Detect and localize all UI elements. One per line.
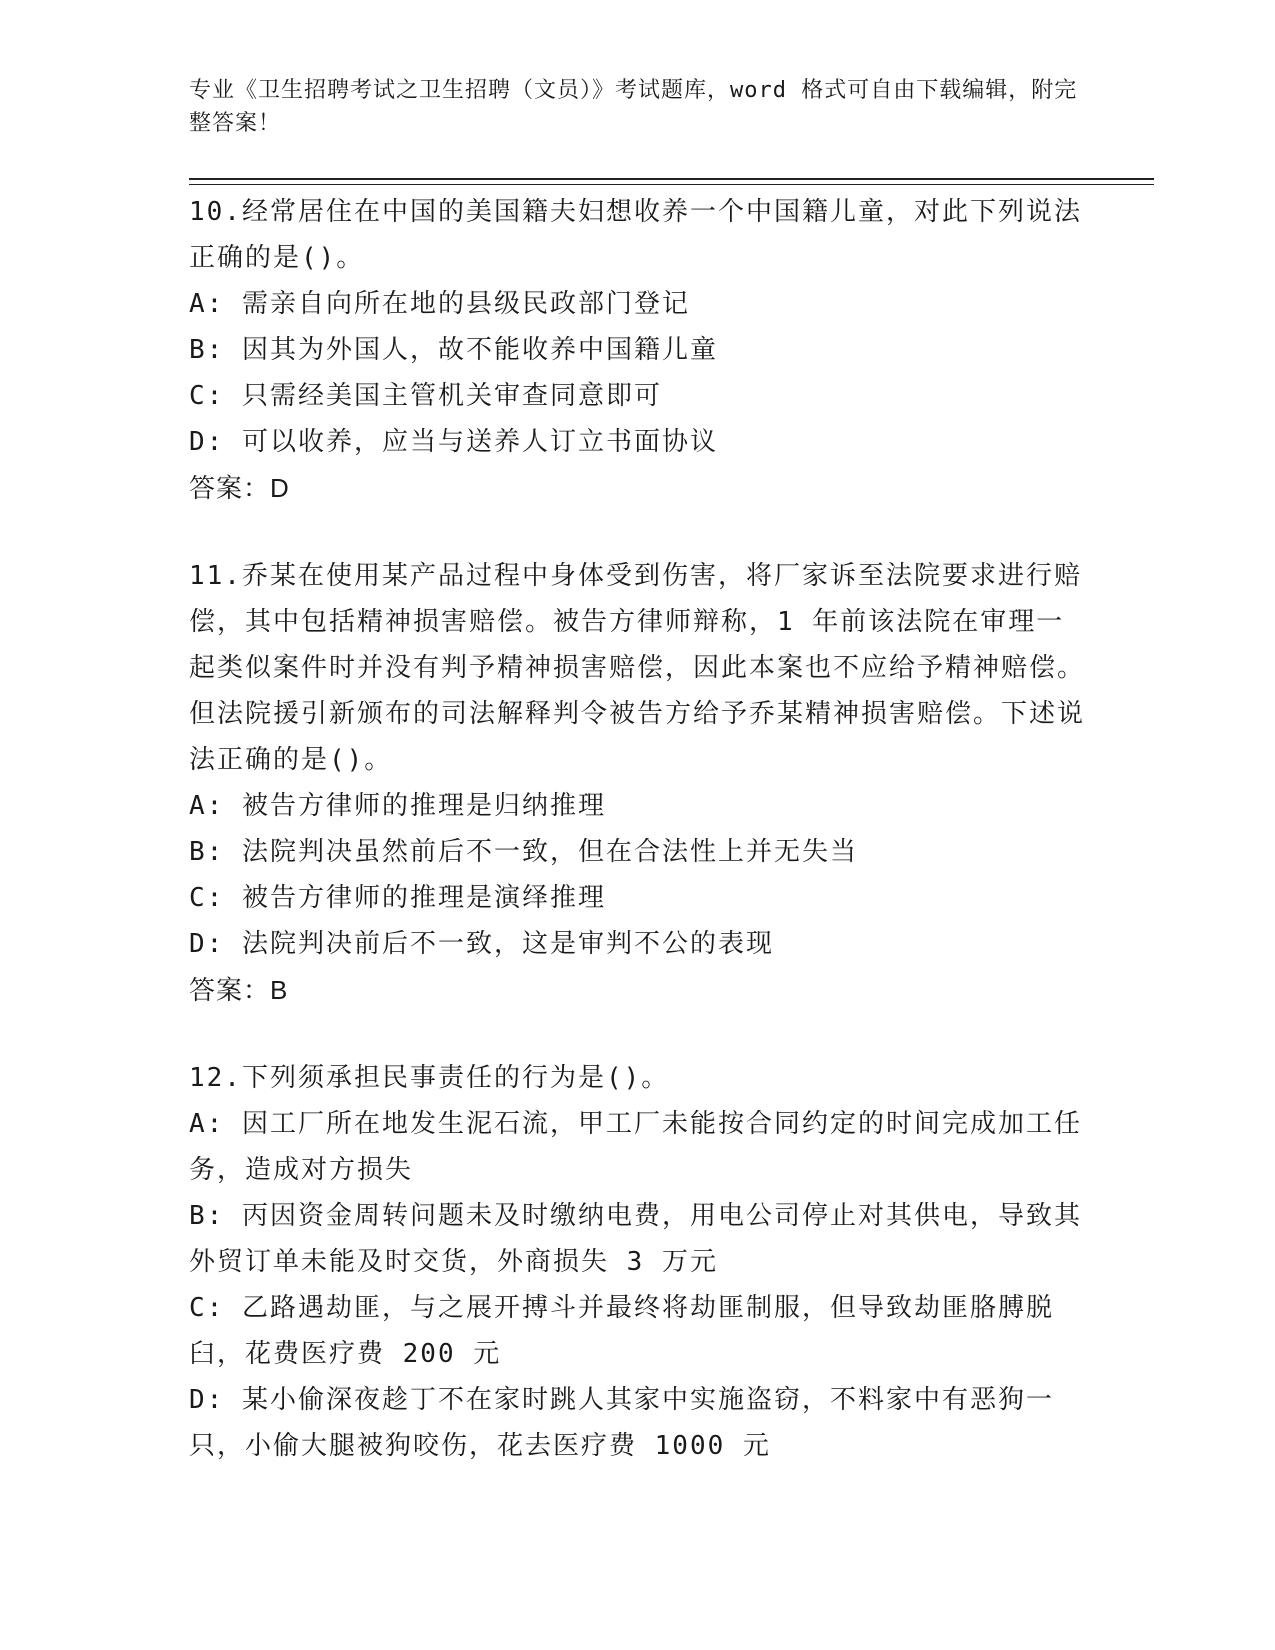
option-a: A: 被告方律师的推理是归纳推理 — [189, 791, 606, 821]
question-stem: 12.下列须承担民事责任的行为是()。 — [189, 1063, 670, 1093]
option-b: B: 因其为外国人，故不能收养中国籍儿童 — [189, 335, 718, 365]
document-header: 专业《卫生招聘考试之卫生招聘（文员）》考试题库，word 格式可自由下载编辑，附完整答案！ — [189, 78, 1078, 136]
option-d: D: 法院判决前后不一致，这是审判不公的表现 — [189, 929, 774, 959]
option-c: C: 只需经美国主管机关审查同意即可 — [189, 381, 662, 411]
header-divider-thick — [189, 178, 1154, 180]
option-d: D: 可以收养，应当与送养人订立书面协议 — [189, 427, 718, 457]
option-d: D: 某小偷深夜趁丁不在家时跳人其家中实施盗窃，不料家中有恶狗一只，小偷大腿被狗咬伤，花去医疗费 1000 元 — [189, 1385, 1054, 1461]
question-stem: 11.乔某在使用某产品过程中身体受到伤害，将厂家诉至法院要求进行赔偿，其中包括精神损害赔偿。被告方律师辩称，1 年前该法院在审理一起类似案件时并没有判予精神损害赔偿，因此本案也不应给予精神赔偿。但法院援引新颁布的司法解释判令被告方给予乔某精神损害赔偿。下述说法正确的是()。 — [189, 561, 1086, 775]
option-b: B: 法院判决虽然前后不一致，但在合法性上并无失当 — [189, 837, 858, 867]
answer-line: 答案：B — [189, 975, 289, 1005]
option-a: A: 因工厂所在地发生泥石流，甲工厂未能按合同约定的时间完成加工任务，造成对方损失 — [189, 1109, 1082, 1185]
question-12 — [189, 1055, 1089, 1469]
option-c: C: 被告方律师的推理是演绎推理 — [189, 883, 606, 913]
question-11 — [189, 553, 1089, 1013]
question-10 — [189, 189, 1089, 511]
option-a: A: 需亲自向所在地的县级民政部门登记 — [189, 289, 690, 319]
header-divider-thin — [189, 184, 1154, 185]
question-stem: 10.经常居住在中国的美国籍夫妇想收养一个中国籍儿童，对此下列说法正确的是()。 — [189, 197, 1082, 273]
option-b: B: 丙因资金周转问题未及时缴纳电费，用电公司停止对其供电，导致其外贸订单未能及时交货，外商损失 3 万元 — [189, 1201, 1082, 1277]
option-c: C: 乙路遇劫匪，与之展开搏斗并最终将劫匪制服，但导致劫匪胳膊脱臼，花费医疗费 200 元 — [189, 1293, 1054, 1369]
answer-line: 答案：D — [189, 473, 290, 503]
